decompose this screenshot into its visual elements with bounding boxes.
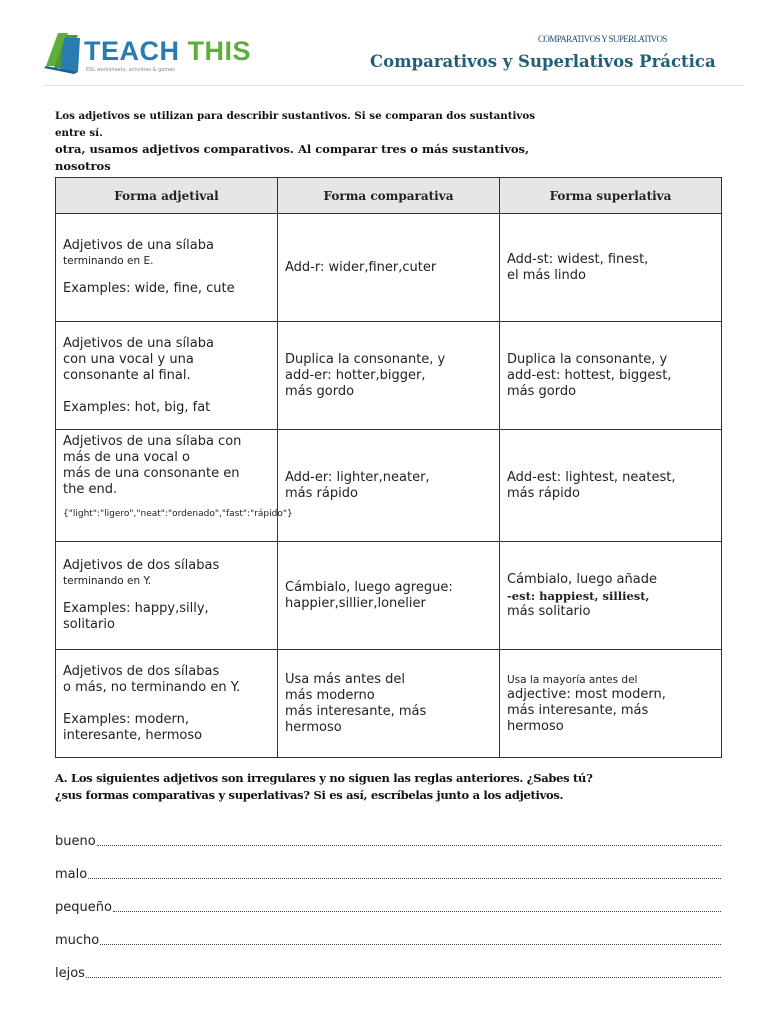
table-cell (500, 650, 722, 758)
table-cell (278, 322, 500, 430)
logo-tagline: ESL worksheets, activities & games (86, 67, 175, 73)
section-a-line-2: ¿sus formas comparativas y superlativas? Si es así, escríbelas junto a los adjetivos. (55, 788, 564, 802)
cell-text: interesante, hermoso (63, 727, 203, 743)
cell-text: Adjetivos de una sílaba con (63, 434, 242, 449)
cell-text: más de una consonante en (63, 466, 240, 481)
cell-text: o más, no terminando en Y. (63, 679, 241, 695)
header-small-title: COMPARATIVOS Y SUPERLATIVOS (538, 34, 667, 44)
cell-text: Duplica la consonante, y (507, 351, 668, 367)
table-cell (278, 650, 500, 758)
intro-line-2: otra, usamos adjetivos comparativos. Al comparar tres o más sustantivos, nosotros (55, 142, 530, 173)
section-a-line-1: A. Los siguientes adjetivos son irregulares y no siguen las reglas anteriores. ¿Sabes tú? (55, 771, 593, 785)
translation-note: {"light":"ligero","neat":"ordenado","fast":"rápido"} (63, 509, 293, 519)
intro-line-1: Los adjetivos se utilizan para describir sustantivos. Si se comparan dos sustantivos entre sí. (55, 110, 536, 139)
cell-text: add-er: hotter,bigger, (285, 367, 426, 383)
cell-text: más interesante, más (285, 703, 427, 719)
cell-text: Adjetivos de dos sílabas (63, 558, 220, 573)
logo-this: THIS (187, 36, 252, 66)
cell-text: consonante al final. (63, 367, 191, 383)
cell-text: Usa la mayoría antes del (507, 673, 638, 686)
cell-text: Add-st: widest, finest, (507, 251, 649, 267)
table-header-row (56, 178, 722, 214)
cell-text: Add-r: wider,finer,cuter (285, 259, 437, 275)
word-label: lejos (55, 966, 85, 981)
cell-text: -est: happiest, silliest, (507, 588, 650, 603)
word-label: mucho (55, 933, 100, 948)
cell-text: más gordo (507, 383, 577, 399)
fill-in-line[interactable] (100, 944, 721, 945)
adjective-rules-table (55, 177, 722, 758)
answer-line-bueno[interactable] (55, 816, 721, 849)
table-row (56, 214, 722, 322)
cell-text: Usa más antes del (285, 671, 405, 687)
answer-lines (55, 816, 721, 981)
cell-text: más rápido (285, 485, 358, 501)
word-label: bueno (55, 834, 96, 849)
cell-text: Examples: modern, (63, 711, 190, 727)
cell-text: terminando en Y. (63, 575, 152, 587)
cell-text: más moderno (285, 687, 375, 703)
cell-text: más solitario (507, 603, 591, 619)
fill-in-line[interactable] (113, 911, 721, 912)
table-cell (278, 214, 500, 322)
table-cell (278, 430, 500, 542)
cell-text: Adjetivos de una sílaba (63, 335, 214, 351)
table-cell (500, 214, 722, 322)
fill-in-line[interactable] (88, 878, 721, 879)
cell-text: Duplica la consonante, y (285, 351, 446, 367)
answer-line-mucho[interactable] (55, 915, 721, 948)
answer-line-pequeno[interactable] (55, 882, 721, 915)
cell-text: hermoso (507, 718, 564, 734)
page-title: Comparativos y Superlativos Práctica (370, 52, 716, 71)
cell-text: más gordo (285, 383, 355, 399)
word-label: malo (55, 867, 88, 882)
cell-text: Examples: happy,silly, (63, 601, 209, 616)
cell-text: Adjetivos de dos sílabas (63, 663, 220, 679)
table-cell (278, 542, 500, 650)
cell-text: happier,sillier,lonelier (285, 595, 426, 611)
table-row (56, 650, 722, 758)
table-cell (56, 650, 278, 758)
cell-text: más interesante, más (507, 702, 649, 718)
cell-text: hermoso (285, 719, 342, 735)
cell-text: the end. (63, 482, 118, 497)
cell-text: Examples: hot, big, fat (63, 399, 211, 415)
cell-text: add-est: hottest, biggest, (507, 367, 672, 383)
table-row (56, 430, 722, 542)
fill-in-line[interactable] (97, 845, 721, 846)
cell-text: Cámbialo, luego añade (507, 571, 657, 587)
table-cell (500, 322, 722, 430)
table-row (56, 322, 722, 430)
logo-wordmark (84, 36, 251, 67)
fill-in-line[interactable] (86, 977, 721, 978)
cell-text: Adjetivos de una sílaba (63, 238, 214, 253)
header-superlative-form: Forma superlativa (500, 178, 722, 214)
cell-text: terminando en E. (63, 255, 154, 267)
header-divider (44, 85, 744, 86)
section-a-instructions (55, 770, 695, 804)
table-cell (56, 322, 278, 430)
table-cell (56, 542, 278, 650)
cell-text: más de una vocal o (63, 450, 190, 465)
cell-text: el más lindo (507, 267, 586, 283)
header-comparative-form: Forma comparativa (278, 178, 500, 214)
table-cell (500, 430, 722, 542)
cell-text: solitario (63, 617, 115, 632)
cell-text: Examples: wide, fine, cute (63, 281, 235, 296)
logo-teach: TEACH (84, 36, 180, 66)
table-cell (500, 542, 722, 650)
cell-text: Add-est: lightest, neatest, (507, 469, 676, 485)
header-adjective-form: Forma adjetival (56, 178, 278, 214)
table-cell (56, 430, 293, 542)
table-cell (56, 214, 278, 322)
cell-text: Add-er: lighter,neater, (285, 469, 430, 485)
cell-text: con una vocal y una (63, 351, 194, 367)
answer-line-malo[interactable] (55, 849, 721, 882)
cell-text: adjective: most modern, (507, 686, 666, 702)
cell-text: más rápido (507, 485, 580, 501)
word-label: pequeño (55, 900, 112, 915)
answer-line-lejos[interactable] (55, 948, 721, 981)
table-row (56, 542, 722, 650)
cell-text: Cámbialo, luego agregue: (285, 579, 453, 595)
